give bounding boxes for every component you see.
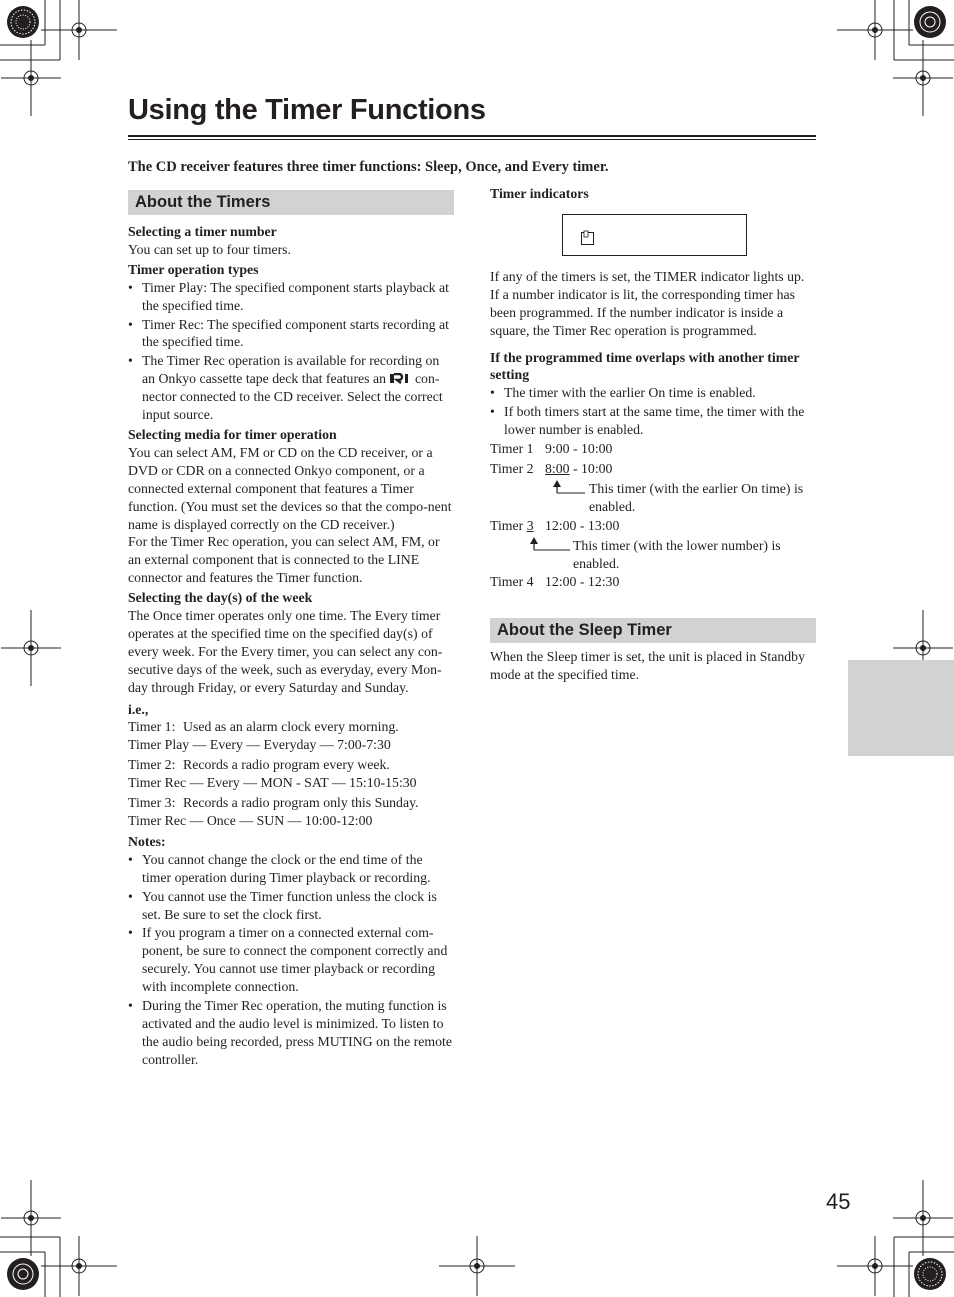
example-line-2: Timer Rec — Once — SUN — 10:00-12:00 bbox=[128, 813, 373, 828]
note-item: • You cannot use the Timer function unless the clock is set. Be sure to set the clock first. bbox=[128, 888, 454, 924]
chapter-side-tab bbox=[848, 660, 954, 756]
timer-2-note-text: This timer (with the earlier On time) is enabled. bbox=[589, 480, 804, 514]
title-rule-thick bbox=[128, 135, 816, 137]
example-label: Timer 1: bbox=[128, 719, 176, 735]
timer-3-number: 3 bbox=[526, 517, 534, 533]
timer-label: Timer 1 bbox=[490, 441, 534, 457]
timer-3-line bbox=[490, 517, 816, 535]
timer-2-start: 8:00 bbox=[545, 460, 570, 476]
example-label: Timer 2: bbox=[128, 757, 176, 773]
timer-time: 9:00 - 10:00 bbox=[545, 441, 613, 457]
intro-text: The CD receiver features three timer functions: Sleep, Once, and Every timer. bbox=[128, 159, 609, 175]
media-text-1: You can select AM, FM or CD on the CD receiver, or a DVD or CDR on a connected Onkyo component, or a connected external component that features a Timer function. (You must set the devices so that the compo-nent name is displayed correctly on the CD receiver.) bbox=[128, 444, 452, 532]
operation-types-list bbox=[128, 279, 454, 424]
ie-label: i.e., bbox=[128, 701, 149, 717]
ri-item-text-before: The Timer Rec operation is available for recording on an Onkyo cassette tape deck that features an bbox=[142, 353, 440, 387]
operation-types-head: Timer operation types bbox=[128, 261, 259, 277]
timer-2-rest: - 10:00 bbox=[569, 460, 613, 476]
example-timer-3 bbox=[128, 794, 454, 830]
timer-label: Timer 4 bbox=[490, 574, 534, 590]
title-rule-thin bbox=[128, 139, 816, 140]
selecting-number-head: Selecting a timer number bbox=[128, 224, 277, 239]
example-line-2: Timer Play — Every — Everyday — 7:00-7:30 bbox=[128, 737, 391, 753]
notes-head: Notes: bbox=[128, 833, 166, 849]
notes-list bbox=[128, 851, 454, 1069]
days-head: Selecting the day(s) of the week bbox=[128, 590, 313, 606]
list-item: • The timer with the earlier On time is enabled. bbox=[490, 384, 816, 402]
timer-indicator-display bbox=[562, 214, 747, 256]
note-item: • If you program a timer on a connected external com-ponent, be sure to connect the component correctly and securely. You cannot use timer playback or recording with incomplete connection. bbox=[128, 924, 454, 996]
list-item bbox=[128, 352, 454, 424]
example-line-2: Timer Rec — Every — MON - SAT — 15:10-15:30 bbox=[128, 775, 417, 791]
example-timer-2 bbox=[128, 756, 454, 792]
timer-4-line bbox=[490, 573, 816, 591]
timer-time: 12:00 - 13:00 bbox=[545, 517, 620, 533]
indicators-text: If any of the timers is set, the TIMER indicator lights up. If a number indicator is lit, the corresponding timer has been programmed. If the number indicator is inside a square, the Timer Rec operation is programmed. bbox=[490, 268, 805, 338]
page-title: Using the Timer Functions bbox=[128, 94, 486, 126]
example-line-1: Records a radio program every week. bbox=[183, 757, 390, 773]
list-item: • Timer Rec: The specified component starts recording at the specified time. bbox=[128, 316, 454, 352]
overlap-head: If the programmed time overlaps with another timer setting bbox=[490, 349, 800, 383]
example-label: Timer 3: bbox=[128, 795, 176, 811]
timer-time: 12:00 - 12:30 bbox=[545, 574, 620, 590]
ri-logo-icon bbox=[389, 371, 411, 382]
list-item: • Timer Play: The specified component starts playback at the specified time. bbox=[128, 279, 454, 315]
arrow-up-icon bbox=[552, 479, 586, 495]
timer-2-line bbox=[490, 460, 816, 478]
left-column bbox=[128, 190, 454, 1069]
media-head: Selecting media for timer operation bbox=[128, 426, 337, 442]
days-text: The Once timer operates only one time. The Every timer operates at the specified time on the specified day(s) of every week. For the Every timer, you can select any con-secutive days of the week, such as everyday, every Mon-day through Friday, or every Saturday and Sunday. bbox=[128, 608, 443, 695]
page-number: 45 bbox=[826, 1189, 851, 1214]
timer-1-line bbox=[490, 440, 816, 458]
timer-indicator-icon bbox=[580, 230, 596, 246]
timer-label: Timer bbox=[490, 517, 527, 533]
media-text-2: For the Timer Rec operation, you can select AM, FM, or an external component that is connected to the LINE connector and features the Timer function. bbox=[128, 534, 440, 586]
note-item: • During the Timer Rec operation, the muting function is activated and the audio level is minimized. To listen to the audio being recorded, press MUTING on the remote controller. bbox=[128, 997, 454, 1069]
example-timer-1 bbox=[128, 718, 454, 754]
right-column bbox=[490, 185, 816, 684]
example-line-1: Used as an alarm clock every morning. bbox=[183, 719, 399, 735]
example-line-1: Records a radio program only this Sunday. bbox=[183, 795, 419, 811]
arrow-up-icon bbox=[529, 536, 571, 552]
overlap-list bbox=[490, 384, 816, 439]
sleep-timer-heading: About the Sleep Timer bbox=[490, 618, 816, 643]
about-timers-heading: About the Timers bbox=[128, 190, 454, 215]
ri-item-text-after: con-nector connected to the CD receiver. Select the correct input source. bbox=[142, 371, 443, 423]
indicators-head: Timer indicators bbox=[490, 186, 589, 201]
timer-2-note bbox=[490, 480, 816, 516]
sleep-timer-text: When the Sleep timer is set, the unit is placed in Standby mode at the specified time. bbox=[490, 649, 805, 683]
timer-3-note bbox=[490, 537, 816, 573]
timer-3-note-text: This timer (with the lower number) is enabled. bbox=[573, 537, 781, 571]
note-item: • You cannot change the clock or the end time of the timer operation during Timer playback or recording. bbox=[128, 851, 454, 887]
list-item: • If both timers start at the same time, the timer with the lower number is enabled. bbox=[490, 403, 816, 439]
timer-label: Timer 2 bbox=[490, 460, 534, 476]
selecting-number-text: You can set up to four timers. bbox=[128, 241, 291, 257]
